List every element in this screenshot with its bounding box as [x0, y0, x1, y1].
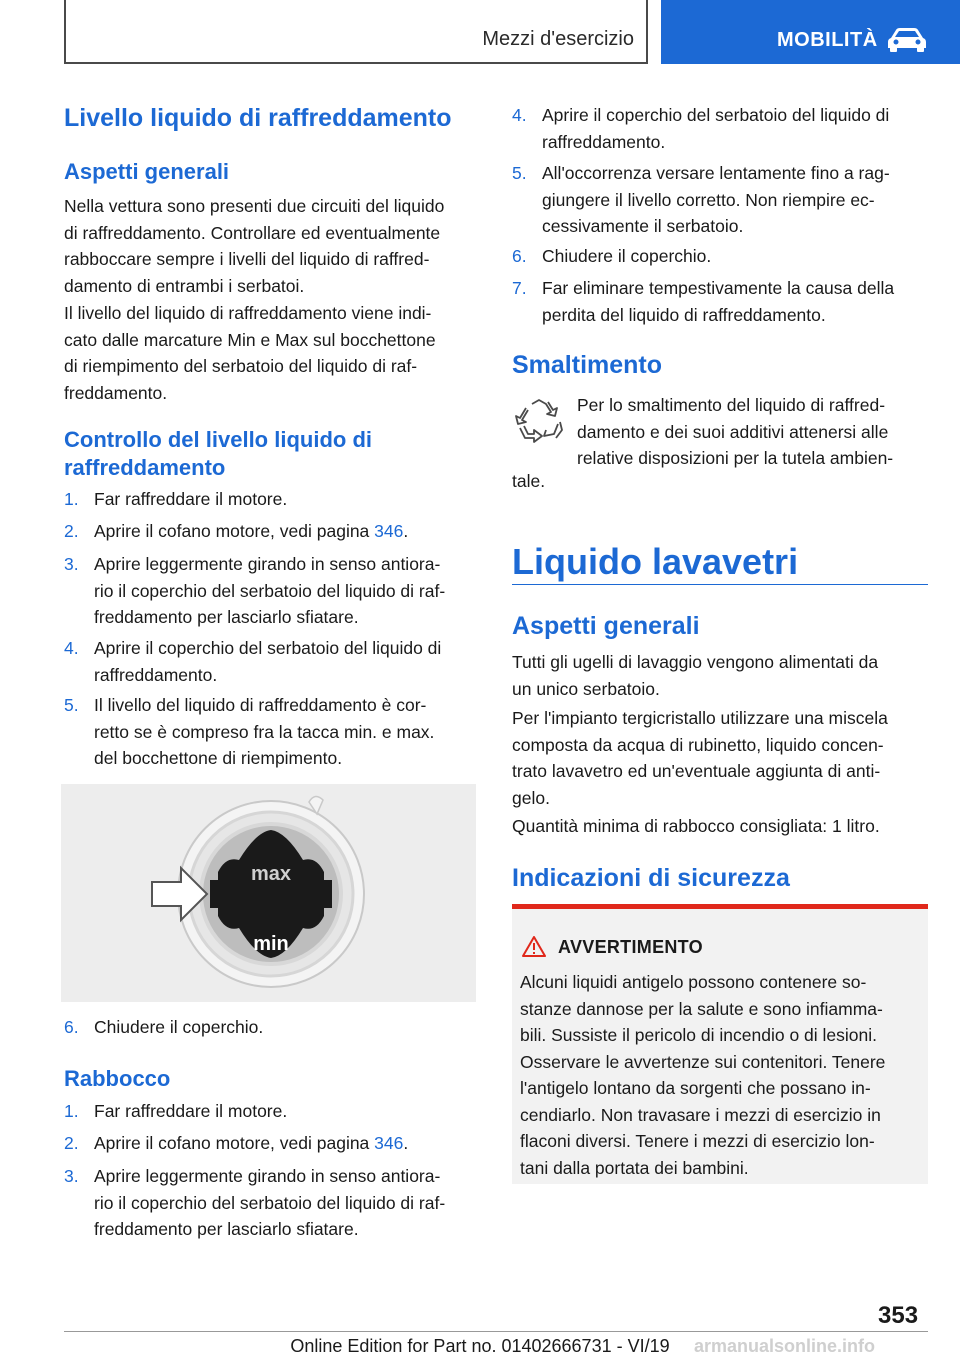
step-number: 2.: [64, 521, 79, 541]
step-number: 2.: [64, 1133, 79, 1153]
paragraph-washer-3: Quantità minima di rabbocco consigliata: 1 litro.: [512, 816, 880, 836]
text-line: bili. Sussiste il pericolo di incendio o di lesioni.: [520, 1025, 877, 1045]
text-line: l'antigelo lontano da sorgenti che possano in-: [520, 1078, 871, 1098]
step-text: [94, 1130, 408, 1157]
text-line: un unico serbatoio.: [512, 678, 660, 699]
section-divider: [512, 584, 928, 585]
step-text: [94, 551, 445, 631]
text-line: Per l'impianto tergicristallo utilizzare una miscela: [512, 708, 888, 728]
step-text: [94, 635, 441, 688]
text-line: Per lo smaltimento del liquido di raffred-: [577, 395, 886, 415]
page-link-346[interactable]: 346: [374, 521, 404, 541]
text-line: retto se è compreso fra la tacca min. e max.: [94, 721, 435, 742]
step-number: 4.: [512, 105, 527, 125]
filler-neck-illustration: [61, 784, 476, 1002]
heading-safety: Indicazioni di sicurezza: [512, 864, 790, 892]
text-line: freddamento.: [64, 382, 168, 403]
step-number: 4.: [64, 638, 79, 658]
text-line: rabboccare sempre i livelli del liquido di raffred-: [64, 249, 430, 269]
footer-divider: [64, 1331, 928, 1332]
step-text: Chiudere il coperchio.: [542, 246, 712, 266]
text-line: raffreddamento.: [542, 131, 666, 152]
text-line: Far eliminare tempestivamente la causa della: [542, 278, 895, 298]
paragraph-disposal: [577, 392, 937, 472]
text-line: cendiarlo. Non travasare i mezzi di esercizio in: [520, 1104, 881, 1125]
step-number: 3.: [64, 554, 79, 574]
text-line: relative disposizioni per la tutela ambien-: [577, 448, 894, 468]
text-line: freddamento per lasciarlo sfiatare.: [94, 607, 359, 627]
step-number: 1.: [64, 489, 79, 509]
step-text: [542, 102, 889, 155]
text-line: Nella vettura sono presenti due circuiti del liquido: [64, 196, 445, 216]
watermark: armanualsonline.info: [690, 1336, 875, 1357]
step-number: 6.: [64, 1017, 79, 1037]
text-line: perdita del liquido di raffreddamento.: [542, 304, 826, 325]
text-line: damento di entrambi i serbatoi.: [64, 275, 305, 296]
section-title-washer: Liquido lavavetri: [512, 541, 799, 582]
text-line: giungere il livello corretto. Non riempire ec-: [542, 189, 875, 210]
chapter-label: MOBILITÀ: [777, 29, 878, 51]
text-line: cato dalle marcature Min e Max sul bocchettone: [64, 329, 436, 350]
page-number: 353: [878, 1302, 919, 1329]
section-title: Mezzi d'esercizio: [482, 28, 634, 50]
warning-triangle-icon: [522, 935, 546, 957]
step-text: [542, 160, 890, 240]
step-text-post: .: [403, 521, 409, 541]
text-line: flaconi diversi. Tenere i mezzi di esercizio lon-: [520, 1131, 875, 1151]
paragraph-washer-2: [512, 705, 942, 811]
text-line: raffreddamento.: [94, 664, 218, 685]
page-link-346[interactable]: 346: [374, 1133, 404, 1153]
text-line: Tutti gli ugelli di lavaggio vengono alimentati da: [512, 652, 879, 672]
text-line: damento e dei suoi additivi attenersi alle: [577, 421, 889, 442]
step-number: 5.: [64, 695, 79, 715]
paragraph-general-1: [64, 193, 484, 299]
text-line: Aprire il coperchio del serbatoio del liquido di: [94, 638, 442, 658]
heading-disposal: Smaltimento: [512, 351, 663, 379]
text-line: All'occorrenza versare lentamente fino a rag-: [542, 163, 890, 183]
warning-box: [512, 904, 928, 1184]
heading-line: Controllo del livello liquido di: [64, 427, 372, 452]
text-line: Aprire il coperchio del serbatoio del liquido di: [542, 105, 890, 125]
step-text-post: .: [403, 1133, 409, 1153]
heading-general: Aspetti generali: [64, 159, 230, 184]
warning-title: AVVERTIMENTO: [558, 937, 703, 957]
text-line: Il livello del liquido di raffreddamento viene indi-: [64, 303, 432, 323]
min-mark: min: [253, 933, 289, 955]
step-number: 5.: [512, 163, 527, 183]
text-line: freddamento per lasciarlo sfiatare.: [94, 1219, 359, 1239]
text-line: tani dalla portata dei bambini.: [520, 1157, 749, 1178]
step-text-pre: Aprire il cofano motore, vedi pagina: [94, 521, 375, 541]
text-line: Osservare le avvertenze sui contenitori. Tenere: [520, 1051, 886, 1072]
paragraph-disposal-tail: tale.: [512, 471, 546, 491]
chapter-tab[interactable]: [661, 0, 960, 64]
text-line: di riempimento del serbatoio del liquido di raf-: [64, 356, 418, 376]
edition-footer: Online Edition for Part no. 01402666731 - VI/19: [290, 1336, 670, 1356]
step-text-pre: Aprire il cofano motore, vedi pagina: [94, 1133, 375, 1153]
step-number: 7.: [512, 278, 527, 298]
warning-text: [520, 969, 924, 1181]
step-text: Far raffreddare il motore.: [94, 489, 288, 509]
filler-cap-drawing: [61, 784, 476, 1002]
heading-line: raffreddamento: [64, 455, 226, 480]
text-line: gelo.: [512, 787, 550, 808]
text-line: Aprire leggermente girando in senso antiora-: [94, 554, 441, 574]
step-text: Chiudere il coperchio.: [94, 1017, 264, 1037]
step-text: Far raffreddare il motore.: [94, 1101, 288, 1121]
text-line: composta da acqua di rubinetto, liquido concen-: [512, 734, 884, 755]
text-line: di raffreddamento. Controllare ed eventualmente: [64, 222, 441, 243]
step-number: 1.: [64, 1101, 79, 1121]
heading-check: [64, 426, 476, 482]
heading-washer-general: Aspetti generali: [512, 612, 700, 640]
step-text: [94, 518, 408, 545]
paragraph-general-2: [64, 300, 484, 406]
text-line: Aprire leggermente girando in senso antiora-: [94, 1166, 441, 1186]
step-text: [542, 275, 894, 328]
section-title-coolant: Livello liquido di raffreddamento: [64, 104, 452, 132]
text-line: Il livello del liquido di raffreddamento è cor-: [94, 695, 427, 715]
text-line: trato lavavetro ed un'eventuale aggiunta di anti-: [512, 761, 881, 781]
heading-topup: Rabbocco: [64, 1066, 171, 1091]
step-number: 3.: [64, 1166, 79, 1186]
paragraph-washer-1: [512, 649, 942, 702]
recycle-icon: [514, 398, 564, 446]
max-mark: max: [250, 863, 292, 885]
text-line: del bocchettone di riempimento.: [94, 748, 343, 768]
car-icon: [887, 26, 927, 52]
step-number: 6.: [512, 246, 527, 266]
text-line: rio il coperchio del serbatoio del liquido di raf-: [94, 1192, 446, 1213]
text-line: cessivamente il serbatoio.: [542, 216, 744, 236]
header-section-box: [64, 0, 648, 64]
text-line: stanze dannose per la salute e sono infiamma-: [520, 998, 883, 1019]
step-text: [94, 692, 434, 772]
step-text: [94, 1163, 445, 1243]
text-line: rio il coperchio del serbatoio del liquido di raf-: [94, 580, 446, 601]
text-line: Alcuni liquidi antigelo possono contenere so-: [520, 972, 867, 992]
